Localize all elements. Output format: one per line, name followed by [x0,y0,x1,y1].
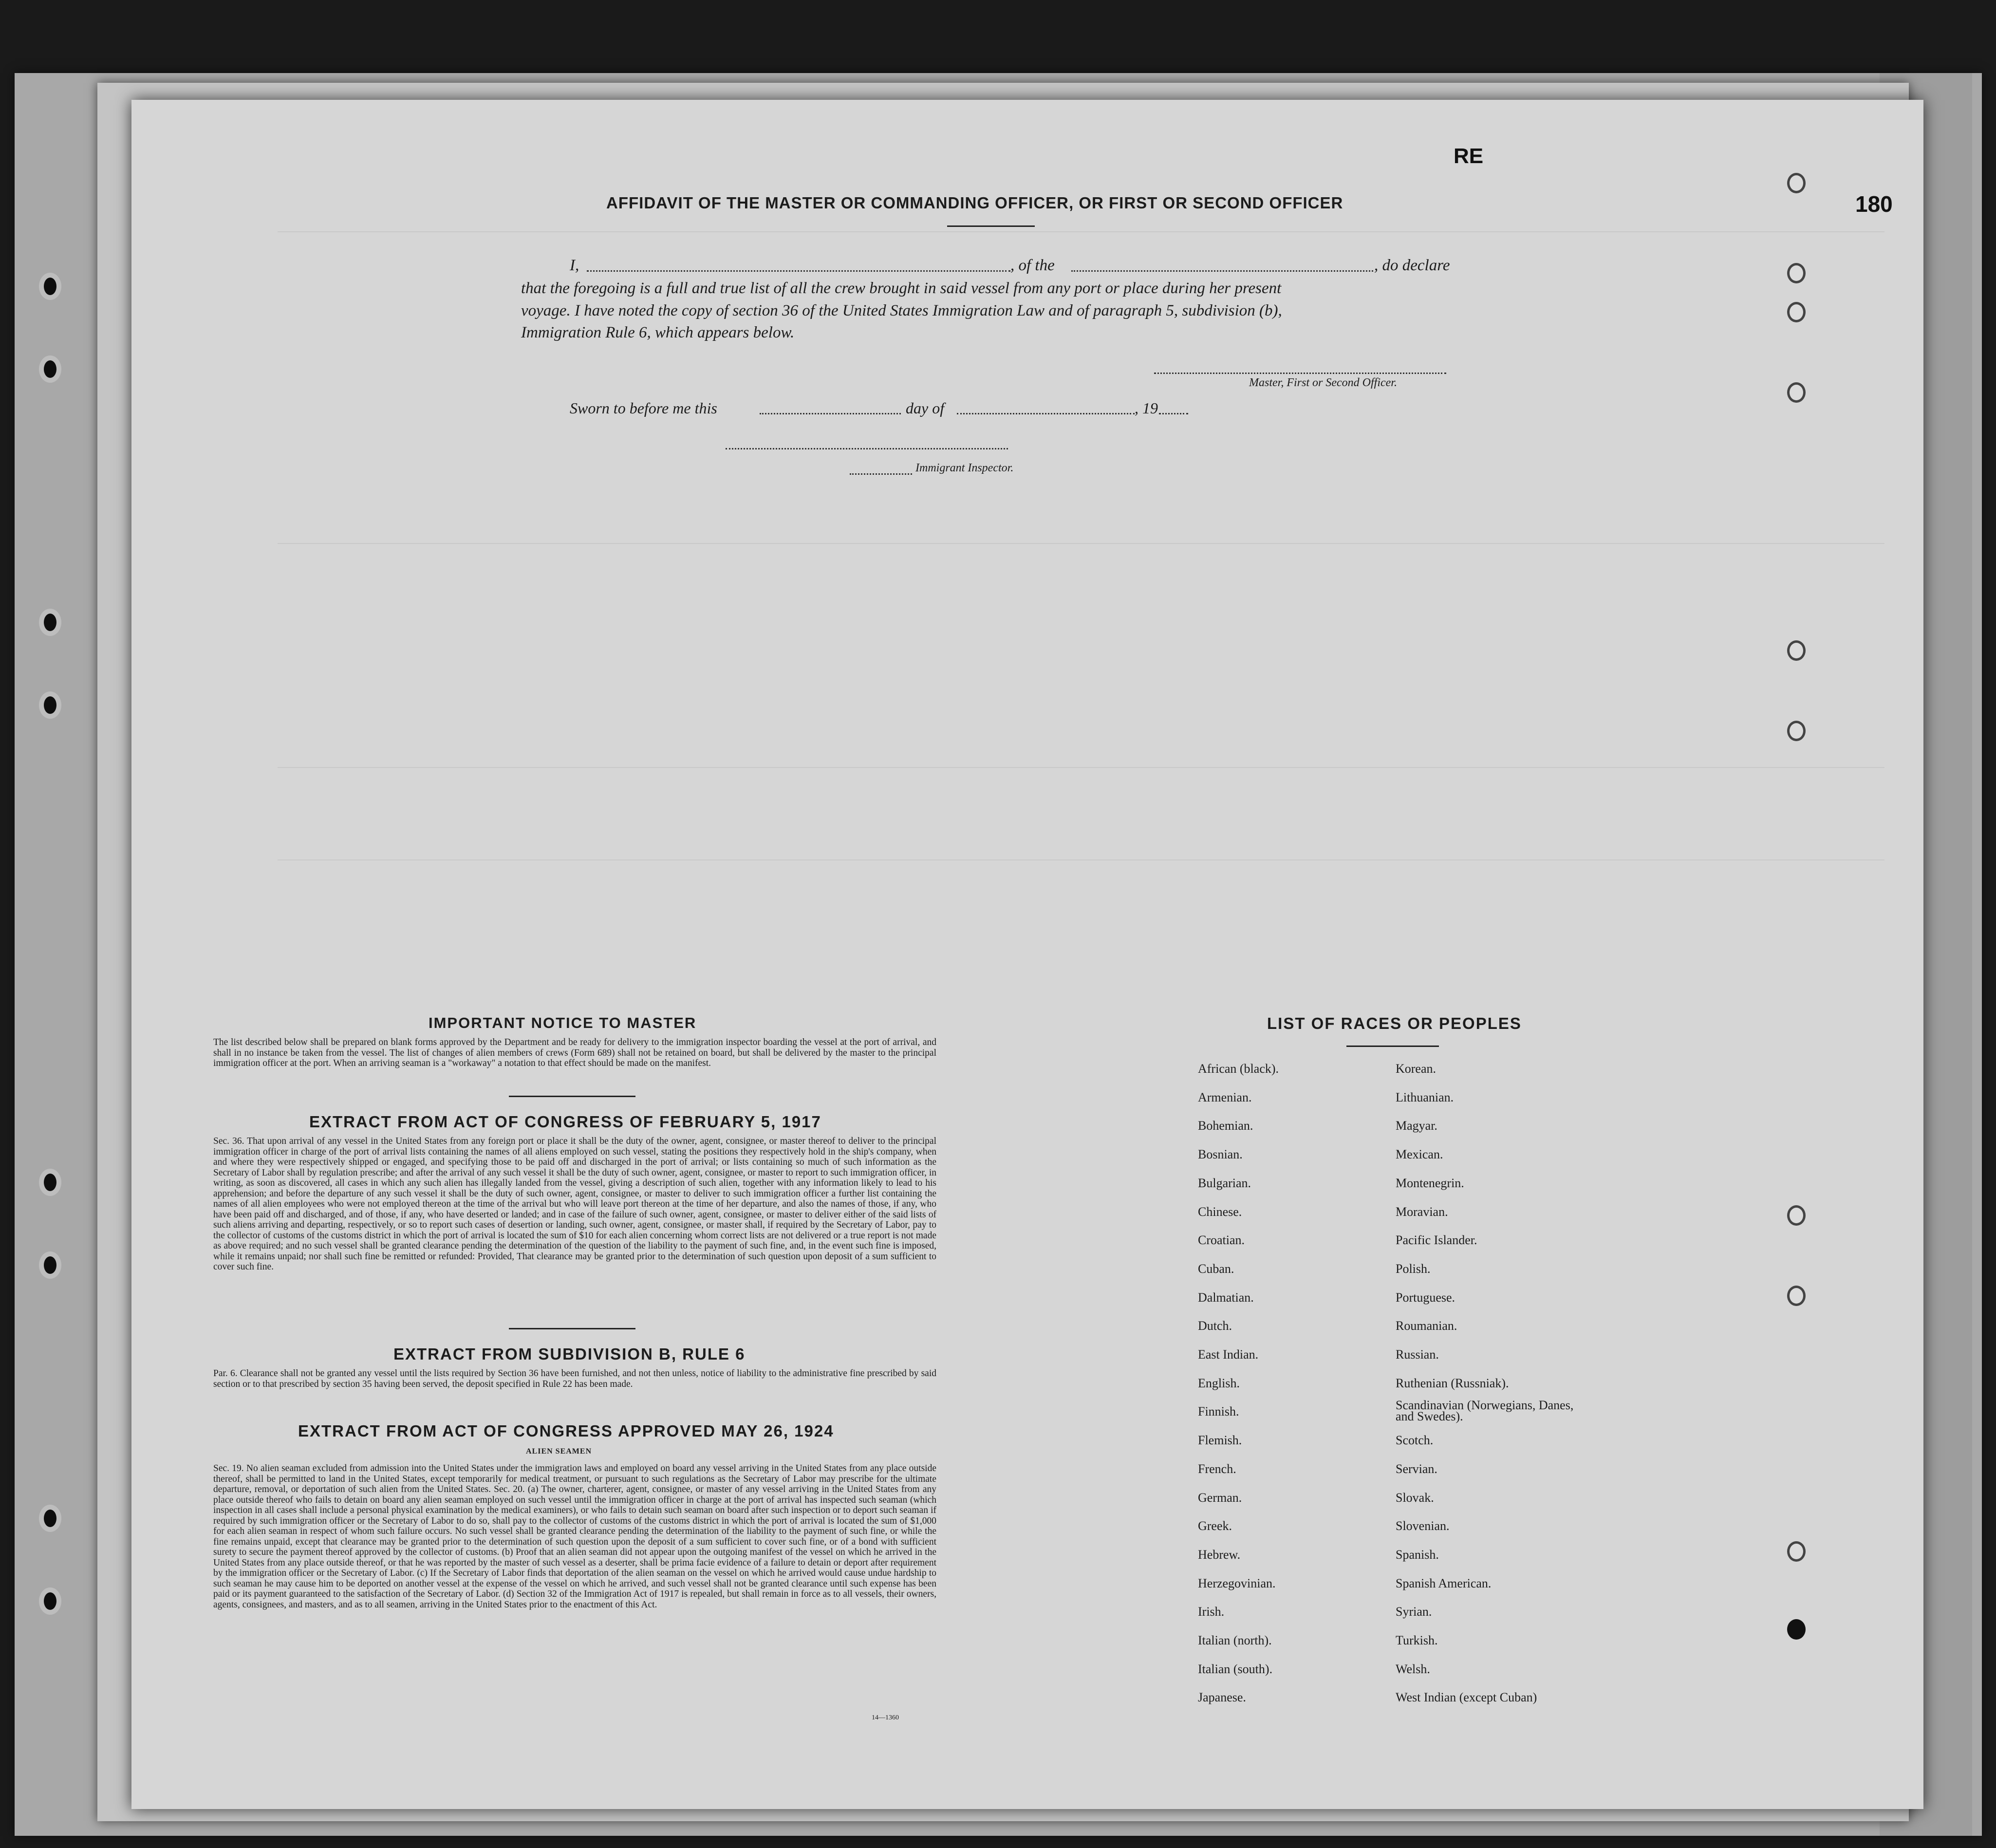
affidavit-line-3: voyage. I have noted the copy of section 36 of the United States Immigration Law and of paragraph 5, subdivision (b), [521,302,1282,319]
race-item: English. [1198,1376,1240,1390]
affidavit-line-2: that the foregoing is a full and true list of all the crew brought in said vessel from any port or place during her present [521,280,1282,297]
binder-hole-icon [1787,382,1806,403]
binder-hole-icon [1787,1205,1806,1226]
binder-hole-icon [39,1587,61,1615]
bleed-through-line [278,767,1884,768]
race-item: Bosnian. [1198,1147,1243,1162]
race-item: Chinese. [1198,1204,1242,1219]
race-item: Moravian. [1396,1204,1448,1219]
race-item: French. [1198,1461,1236,1476]
affidavit-rule [947,225,1035,227]
race-item: Lithuanian. [1396,1090,1454,1104]
race-item: Italian (north). [1198,1633,1272,1647]
extract-1924-title: EXTRACT FROM ACT OF CONGRESS APPROVED MAY 26, 1924 [298,1422,834,1440]
race-item: Portuguese. [1396,1290,1455,1305]
binder-hole-icon [39,691,61,719]
race-item: German. [1198,1490,1242,1505]
race-item: Japanese. [1198,1690,1246,1705]
race-item: Finnish. [1198,1404,1239,1419]
affidavit-i: I, [570,257,579,274]
binder-hole-icon [1787,1541,1806,1562]
extract-1917-text: Sec. 36. That upon arrival of any vessel in the United States from any foreign port or place it shall be the duty of the owner, agent, consignee, or master thereof to deliver to the principal immigration officer in charge of the port of arrival lists containing the names of all aliens employed on such vessel, stating the positions they respectively hold in the ship's company, when and where they were respectively shipped or engaged, and specifying those to be paid off and discharged in the port of arrival; or lists containing so much of such information as the Secretary of Labor shall by regulation prescribe; and after the arrival of any such vessel it shall be the duty of such owner, agent, consignee, or master to report to such immigration officer, in writing, as soon as discovered, all cases in which any such alien has illegally landed from the vessel, giving a description of such alien, together with any information likely to lead to his apprehension; and before the departure of any such vessel it shall be the duty of such owner, agent, consignee, or master to deliver to such immigration officer a further list containing the names of all alien employees who were not employed thereon at the time of the arrival but who will leave port thereon at the time of her departure, and also the names of those, if any, who have been paid off and discharged, and of those, if any, who have deserted or landed; and in case of the failure of such owner, agent, consignee, or master to deliver either of the said lists of such aliens arriving and departing, respectively, or so to report such cases of desertion or landing, such owner, agent, consignee, or master shall, if required by the Secretary of Labor, pay to the collector of customs of the customs district in which the port of arrival is located the sum of $10 for each alien concerning whom correct lists are not delivered or a true report is not made as above required; and no such vessel shall be granted clearance pending the determination of the question of the liability to the payment of such fine, and, in the event such fine is imposed, while it remains unpaid; nor shall such fine be remitted or refunded: Provided, That clearance may be granted prior to the determination of such question upon deposit of a sum sufficient to cover such fine. [213,1136,936,1272]
binder-hole-icon [1787,302,1806,322]
binder-hole-icon [1787,721,1806,741]
race-item: Hebrew. [1198,1547,1241,1562]
page-number: 180 [1855,191,1893,217]
race-item: Scotch. [1396,1433,1434,1448]
sworn-day-of: day of [906,399,945,417]
inspector-caption: Immigrant Inspector. [915,462,1014,474]
bleed-through-line [278,859,1884,860]
sworn-year-blank [1159,413,1188,414]
affidavit-line-4: Immigration Rule 6, which appears below. [521,324,795,341]
races-title: LIST OF RACES OR PEOPLES [1267,1014,1522,1032]
notice-title: IMPORTANT NOTICE TO MASTER [429,1014,697,1031]
binder-hole-icon [39,1169,61,1196]
race-item: Spanish. [1396,1547,1439,1562]
race-item: Welsh. [1396,1661,1430,1676]
race-item: Bohemian. [1198,1119,1253,1133]
stamp-mark: RE [1454,144,1484,168]
inspector-signature-line [726,448,1008,449]
race-item: Korean. [1396,1062,1436,1076]
inspector-short-line [850,473,912,475]
race-item: East Indian. [1198,1347,1259,1362]
binder-hole-icon [1787,1619,1806,1640]
affidavit-declare: , do declare [1374,257,1450,274]
bleed-through-line [278,231,1884,232]
bleed-through-line [278,543,1884,544]
races-rule [1346,1045,1439,1047]
race-item: Polish. [1396,1261,1431,1276]
extract-1924-subtitle: ALIEN SEAMEN [526,1447,592,1456]
affidavit-title: AFFIDAVIT OF THE MASTER OR COMMANDING OFFICER, OR FIRST OR SECOND OFFICER [606,194,1343,212]
race-item: Bulgarian. [1198,1176,1251,1190]
extract-1924-text: Sec. 19. No alien seaman excluded from admission into the United States under the immigration laws and employed on board any vessel arriving in the United States from any place outside thereof, shall be permitted to land in the United States, except temporarily for medical treatment, or pursuant to such regulations as the Secretary of Labor may prescribe for the ultimate departure, removal, or deportation of such alien from the United States. Sec. 20. (a) The owner, charterer, agent, consignee, or master of any vessel arriving in the United States from any place outside thereof who fails to detain on board any alien seaman employed on such vessel until the immigration officer in charge at the port of arrival has inspected such seaman (which inspection in all cases shall include a personal physical examination by the medical examiners), or who fails to detain such seaman on board after such inspection or to deport such seaman if required by such immigration officer or the Secretary of Labor to do so, shall pay to the collector of customs of the customs district in which the port of arrival is located the sum of $1,000 for each alien seaman in respect of whom such failure occurs. No such vessel shall be granted clearance pending the determination of the liability to the payment of such fine, or while the fine remains unpaid, except that clearance may be granted prior to the determination of such question upon the deposit of a sum sufficient to cover such fine, or of a bond with sufficient surety to secure the payment thereof approved by the collector of customs. (b) Proof that an alien seaman did not appear upon the outgoing manifest of the vessel on which he arrived in the United States from any place outside thereof, or that he was reported by the master of such vessel as a deserter, shall be prima facie evidence of a failure to detain or deport after requirement by the immigration officer or the Secretary of Labor. (c) If the Secretary of Labor finds that deportation of the alien seaman on the vessel on which he arrived would cause undue hardship to such seaman he may cause him to be deported on another vessel at the expense of the vessel on which he arrived, and such vessel shall not be granted clearance until such expense has been paid or its payment guaranteed to the satisfaction of the Secretary of Labor. (d) Section 32 of the Immigration Act of 1917 is repealed, but shall remain in force as to all vessels, their owners, agents, consignees, and masters, and as to all seamen, arriving in the United States prior to the enactment of this Act. [213,1463,936,1610]
race-item: Irish. [1198,1605,1225,1619]
binder-hole-icon [1787,1286,1806,1306]
race-item: West Indian (except Cuban) [1396,1690,1537,1705]
sworn-text: Sworn to before me this [570,399,717,417]
vessel-blank [1071,270,1373,272]
race-item: Russian. [1396,1347,1439,1362]
race-item: Dutch. [1198,1319,1232,1333]
race-item: Croatian. [1198,1233,1245,1248]
extract-1917-rule [509,1328,635,1329]
binder-hole-icon [39,273,61,300]
race-item: Turkish. [1396,1633,1438,1647]
race-item: Slovenian. [1396,1519,1450,1533]
binder-hole-icon [39,355,61,383]
sworn-month-blank [957,413,1135,414]
affidavit-of-the: , of the [1010,257,1055,274]
extract-rule6-text: Par. 6. Clearance shall not be granted any vessel until the lists required by Section 36 have been furnished, and not then unless, notice of liability to the administrative fine prescribed by said section or to that prescribed by section 35 having been served, the deposit specified in Rule 22 has been made. [213,1368,936,1389]
race-item: Flemish. [1198,1433,1242,1448]
race-item: Magyar. [1396,1119,1437,1133]
race-item: Greek. [1198,1519,1232,1533]
binder-hole-icon [1787,640,1806,661]
race-item: Herzegovinian. [1198,1576,1276,1590]
race-item: Pacific Islander. [1396,1233,1477,1248]
race-item: Cuban. [1198,1261,1234,1276]
race-item: Scandinavian (Norwegians, Danes, and Swedes). [1396,1398,1574,1424]
race-item: Servian. [1396,1461,1437,1476]
race-item: Syrian. [1396,1605,1432,1619]
sworn-year: , 19 [1135,399,1158,417]
binder-hole-icon [39,609,61,636]
race-item: Mexican. [1396,1147,1443,1162]
notice-text: The list described below shall be prepared on blank forms approved by the Department and be ready for delivery to the immigration inspector boarding the vessel at the port of arrival, and shall in no instance be taken from the vessel. The list of changes of alien members of crews (Form 689) shall not be retained on board, but shall be delivered by the master to the principal immigration officer at the port. When an arriving seaman is a "workaway" a notation to that effect should be made on the manifest. [213,1037,936,1068]
binder-hole-icon [39,1251,61,1279]
race-item: Slovak. [1396,1490,1434,1505]
notice-rule [509,1096,635,1097]
master-caption: Master, First or Second Officer. [1249,376,1397,389]
race-item: Ruthenian (Russniak). [1396,1376,1509,1390]
race-item: Montenegrin. [1396,1176,1464,1190]
binder-hole-icon [1787,263,1806,283]
binder-hole-icon [39,1505,61,1532]
race-item: Armenian. [1198,1090,1252,1104]
race-item: Italian (south). [1198,1661,1273,1676]
name-blank [587,270,1010,272]
binder-hole-icon [1787,173,1806,193]
sworn-day-blank [760,413,901,414]
race-item: African (black). [1198,1062,1279,1076]
race-item: Dalmatian. [1198,1290,1254,1305]
race-item: Spanish American. [1396,1576,1492,1590]
race-item: Roumanian. [1396,1319,1457,1333]
master-signature-line [1154,373,1446,374]
form-number: 14—1360 [872,1714,899,1721]
extract-rule6-title: EXTRACT FROM SUBDIVISION B, RULE 6 [393,1345,746,1363]
extract-1917-title: EXTRACT FROM ACT OF CONGRESS OF FEBRUARY 5, 1917 [309,1113,821,1131]
